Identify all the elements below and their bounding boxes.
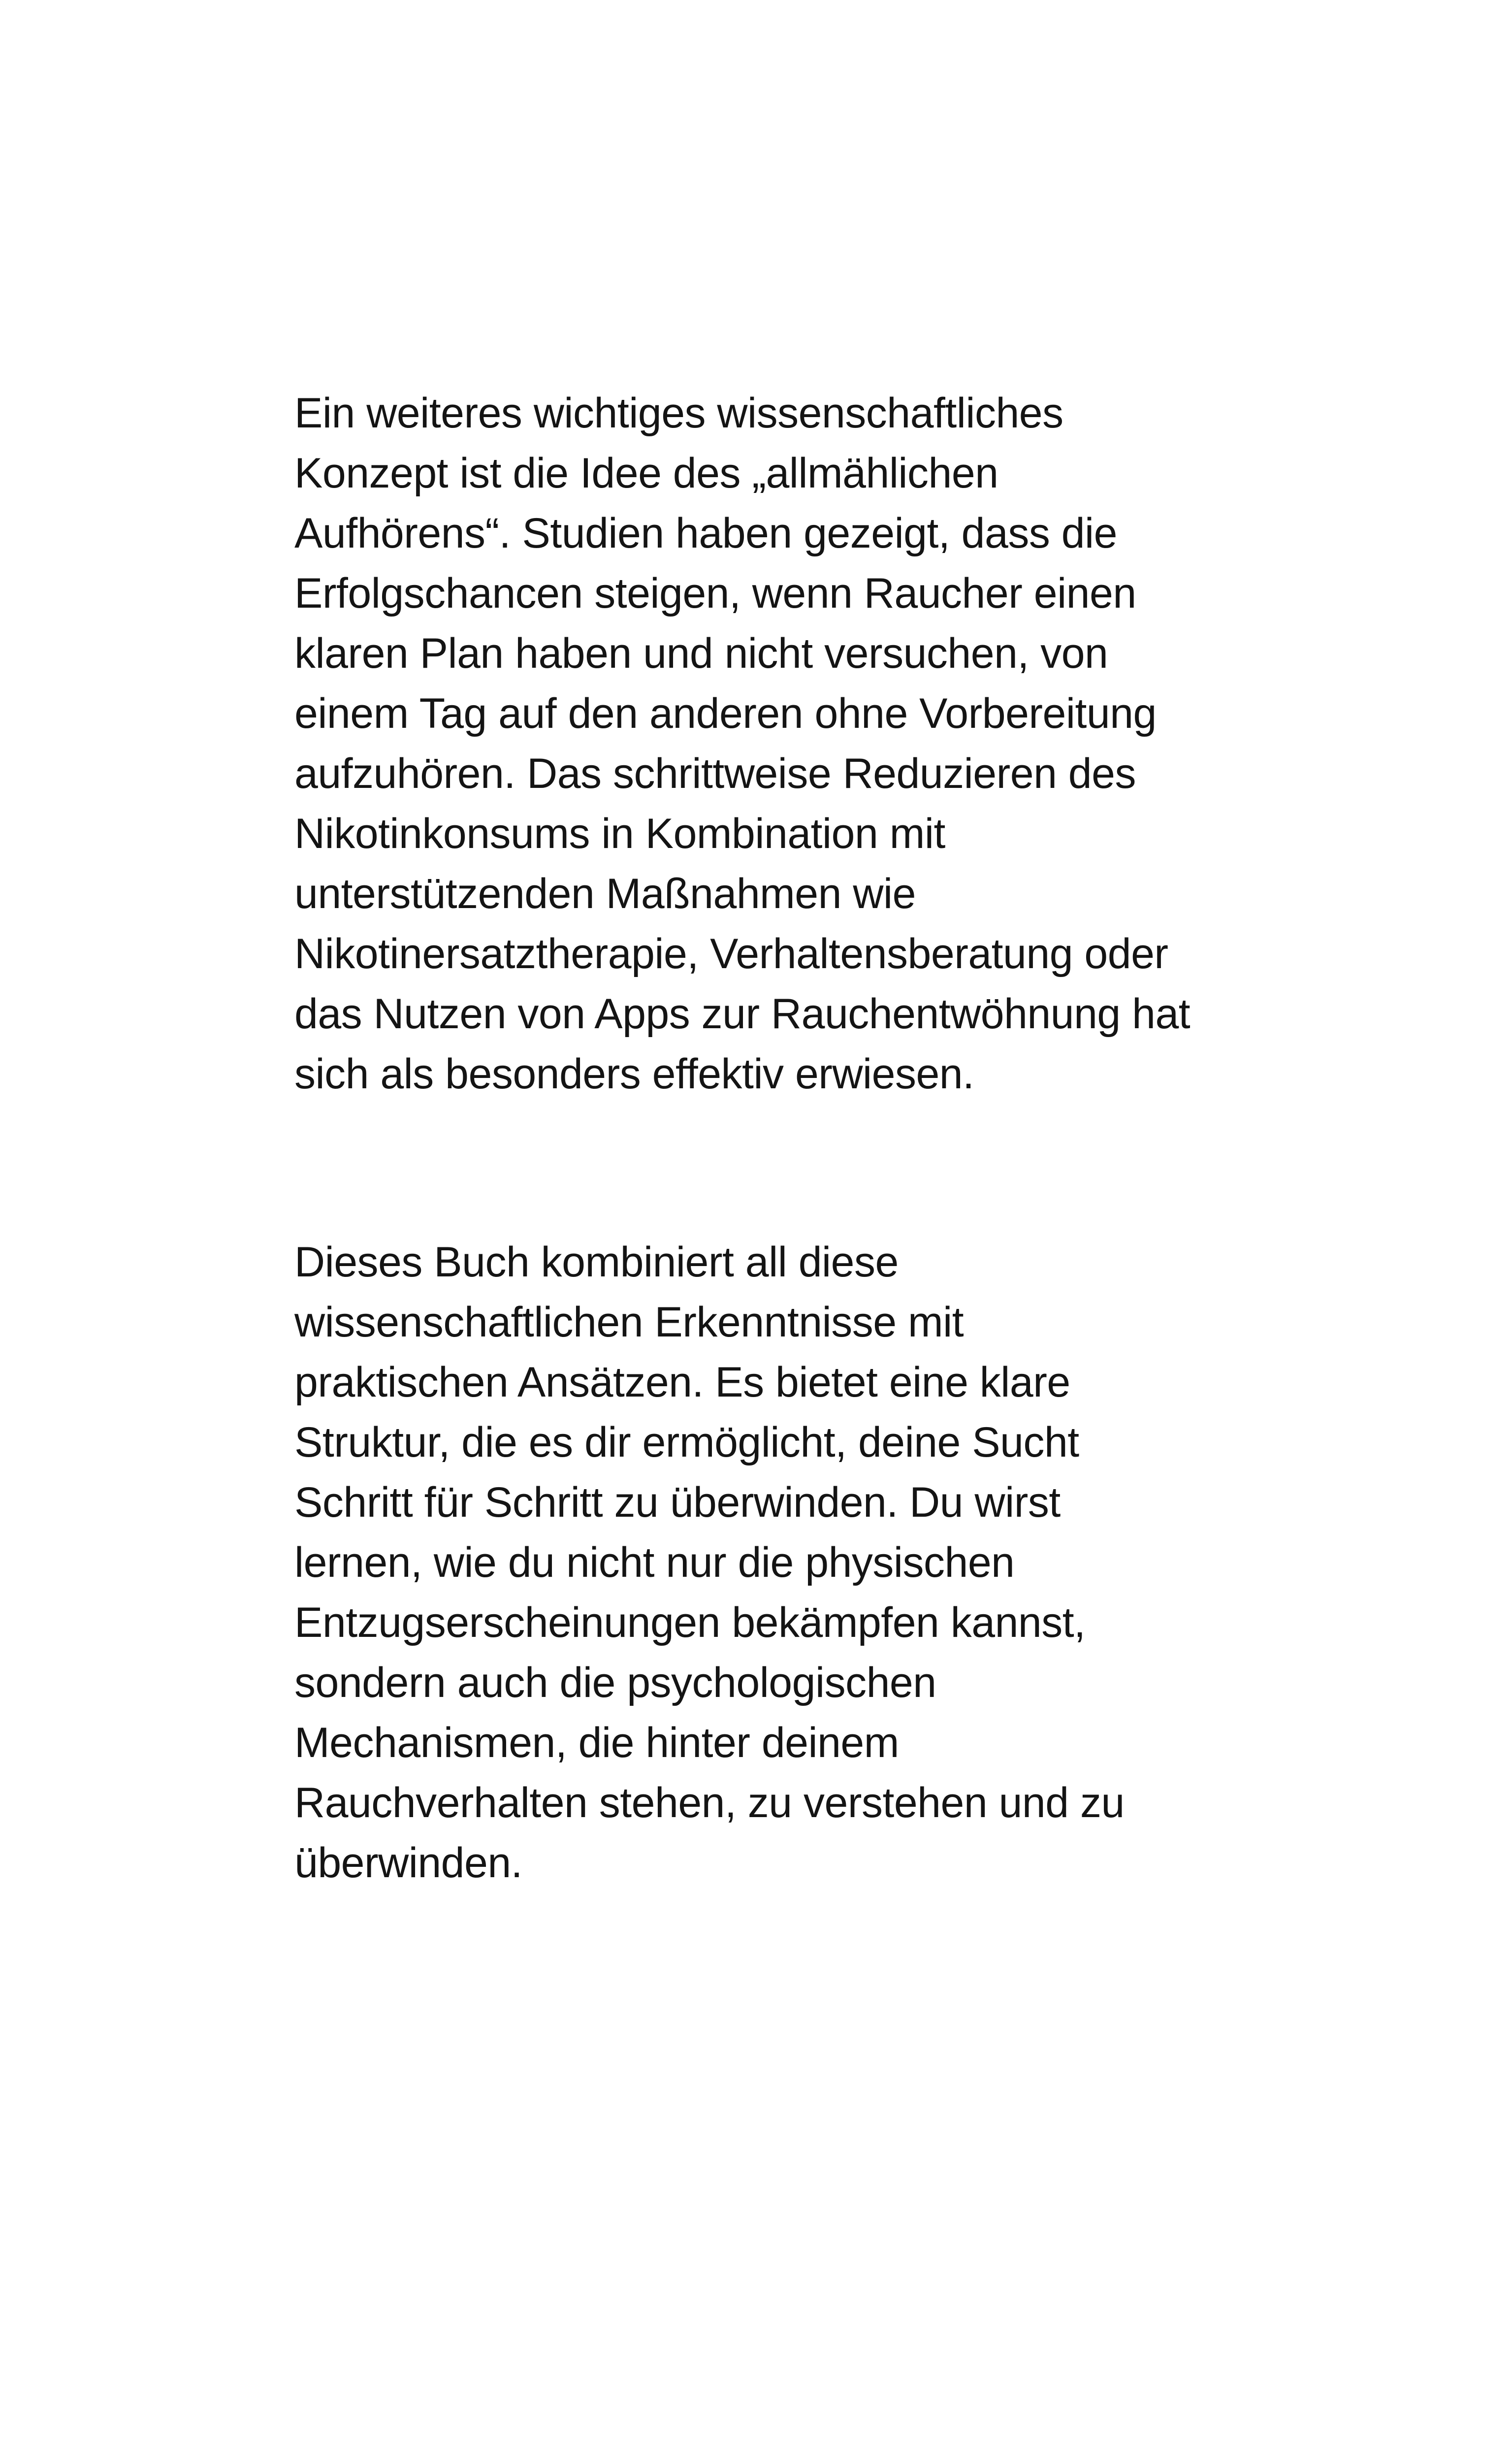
body-paragraph-2: Dieses Buch kombiniert all diese wissenschaftlichen Erkenntnisse mit praktischen Ansätzen. Es bietet eine klare Struktur, die es dir ermöglicht, deine Sucht Schritt für Schritt zu überwinden. Du wirst lernen, wie du nicht nur die physischen Entzugserscheinungen bekämpfen kannst, sondern auch die psychologischen Mechanismen, die hinter deinem Rauchverhalten stehen, zu verstehen und zu überwinden. [294,1238,1125,1887]
body-paragraph-1: Ein weiteres wichtiges wissenschaftliches Konzept ist die Idee des „allmählichen Aufhörens“. Studien haben gezeigt, dass die Erfolgschancen steigen, wenn Raucher einen klaren Plan haben und nicht versuchen, von einem Tag auf den anderen ohne Vorbereitung aufzuhören. Das schrittweise Reduzieren des Nikotinkonsums in Kombination mit unterstützenden Maßnahmen wie Nikotinersatztherapie, Verhaltensberatung oder das Nutzen von Apps zur Rauchentwöhnung hat sich als besonders effektiv erwiesen. [294,390,1190,1098]
